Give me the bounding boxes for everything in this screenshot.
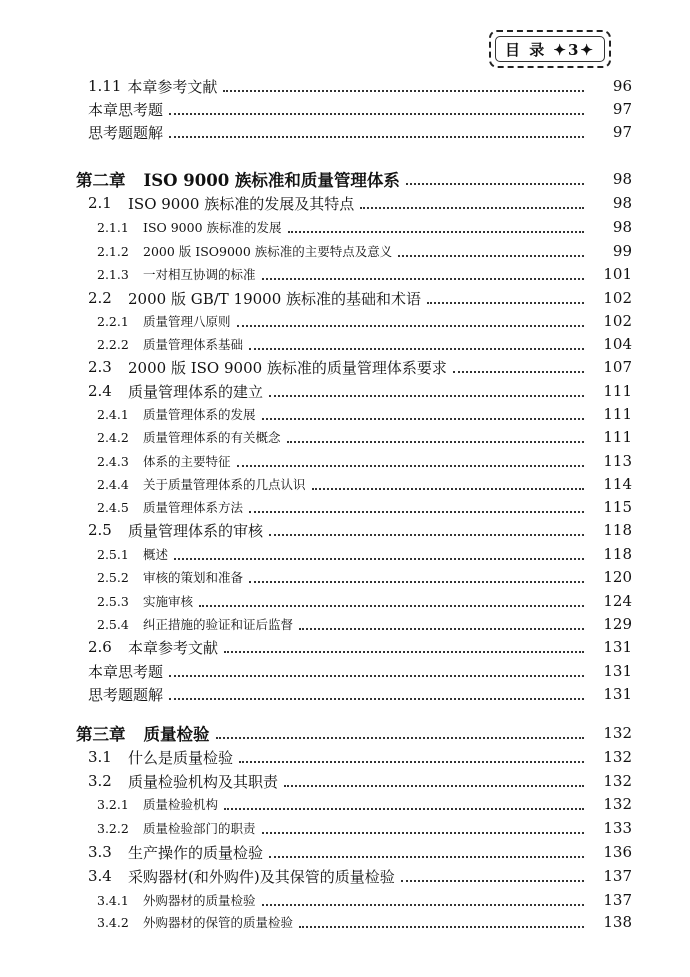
leader-dots: [237, 464, 584, 467]
toc-number: 2.2.1: [97, 313, 129, 329]
toc-number: 2.4.4: [97, 476, 129, 492]
toc-subsection-row: [0, 216, 690, 238]
toc-chapter-row: [0, 722, 690, 744]
leader-dots: [224, 807, 584, 810]
toc-row: [0, 770, 690, 792]
leader-dots: [249, 347, 584, 350]
toc-subsection-row: [0, 310, 690, 332]
toc-row: [0, 75, 690, 97]
toc-number: 3.3: [88, 843, 112, 861]
toc-title: 体系的主要特征: [143, 454, 231, 469]
toc-title: 采购器材(和外购件)及其保管的质量检验: [128, 867, 395, 886]
leader-dots: [169, 674, 584, 677]
leader-dots: [216, 736, 585, 739]
toc-title: 质量检验: [143, 725, 210, 744]
toc-row: [0, 746, 690, 768]
toc-number: 2.5.4: [97, 616, 129, 632]
toc-title: 纠正措施的验证和证后监督: [143, 617, 294, 632]
toc-title: 什么是质量检验: [128, 748, 234, 767]
leader-dots: [174, 557, 584, 560]
toc-number: 第三章: [76, 725, 126, 744]
toc-page-number: 111: [603, 382, 632, 400]
toc-number: 2.1.3: [97, 266, 129, 282]
toc-row: [0, 98, 690, 120]
toc-row: [0, 287, 690, 309]
leader-dots: [262, 277, 584, 280]
toc-row: [0, 121, 690, 143]
badge-inner-border: [495, 36, 605, 62]
toc-number: 2.1: [88, 194, 112, 212]
toc-row: [0, 683, 690, 705]
leader-dots: [224, 650, 584, 653]
toc-title: 2000 版 GB/T 19000 族标准的基础和术语: [128, 289, 422, 308]
toc-number: 2.2: [88, 289, 112, 307]
toc-page-number: 99: [612, 242, 632, 260]
toc-page-number: 136: [603, 843, 632, 861]
toc-title: 思考题题解: [88, 123, 164, 142]
toc-page-number: 131: [603, 685, 632, 703]
toc-page-number: 114: [603, 475, 632, 493]
toc-page-number: 120: [603, 568, 632, 586]
toc-row: [0, 636, 690, 658]
toc-number: 2.5: [88, 521, 112, 539]
toc-number: 3.4.2: [97, 914, 129, 930]
toc-page-number: 102: [603, 289, 632, 307]
leader-dots: [262, 417, 584, 420]
toc-page-number: 118: [603, 545, 632, 563]
toc-title: 本章思考题: [88, 100, 164, 119]
toc-title: 质量管理体系的发展: [143, 407, 256, 422]
toc-number: 2.2.2: [97, 336, 129, 352]
toc-title: 生产操作的质量检验: [128, 843, 264, 862]
toc-number: 3.4: [88, 867, 112, 885]
toc-number: 2.5.3: [97, 593, 129, 609]
toc-page-number: 115: [603, 498, 632, 516]
toc-title: 外购器材的保管的质量检验: [143, 915, 294, 930]
toc-number: 2.3: [88, 358, 112, 376]
toc-number: 2.4: [88, 382, 112, 400]
toc-number: 1.11: [88, 77, 122, 95]
toc-title: 审核的策划和准备: [143, 570, 244, 585]
toc-title: 思考题题解: [88, 685, 164, 704]
toc-title: 概述: [143, 547, 169, 562]
toc-subsection-row: [0, 263, 690, 285]
toc-number: 3.2.1: [97, 796, 129, 812]
toc-row: [0, 519, 690, 541]
toc-page-number: 98: [612, 218, 632, 236]
toc-page-number: 137: [603, 891, 632, 909]
toc-row: [0, 865, 690, 887]
toc-title: 质量管理体系的审核: [128, 521, 264, 540]
toc-number: 3.1: [88, 748, 112, 766]
leader-dots: [262, 831, 584, 834]
leader-dots: [223, 89, 584, 92]
toc-page-number: 131: [603, 638, 632, 656]
toc-subsection-row: [0, 473, 690, 495]
toc-number: 2.6: [88, 638, 112, 656]
toc-page-number: 101: [603, 265, 632, 283]
toc-page-number: 132: [603, 724, 632, 742]
leader-dots: [269, 533, 584, 536]
toc-title: 外购器材的质量检验: [143, 893, 256, 908]
leader-dots: [427, 301, 584, 304]
toc-number: 3.2: [88, 772, 112, 790]
toc-page-number: 129: [603, 615, 632, 633]
toc-page-number: 132: [603, 795, 632, 813]
toc-number: 第二章: [76, 171, 126, 190]
leader-dots: [299, 627, 584, 630]
toc-page-number: 97: [612, 100, 632, 118]
toc-title: 实施审核: [143, 594, 194, 609]
toc-title: 质量管理体系方法: [143, 500, 244, 515]
toc-number: 3.2.2: [97, 820, 129, 836]
leader-dots: [269, 394, 584, 397]
toc-page-number: 102: [603, 312, 632, 330]
page-header-badge: [489, 30, 611, 68]
toc-subsection-row: [0, 793, 690, 815]
leader-dots: [299, 925, 584, 928]
toc-subsection-row: [0, 590, 690, 612]
toc-title: 质量检验机构及其职责: [128, 772, 279, 791]
toc-page-number: 138: [603, 913, 632, 931]
leader-dots: [199, 604, 584, 607]
toc-page-number: 124: [603, 592, 632, 610]
toc-title: ISO 9000 族标准的发展: [143, 220, 282, 235]
toc-title: 本章思考题: [88, 662, 164, 681]
toc-page-number: 98: [612, 170, 632, 188]
leader-dots: [169, 135, 584, 138]
toc-title: ISO 9000 族标准和质量管理体系: [143, 171, 400, 190]
toc-page-number: 118: [603, 521, 632, 539]
header-label: 目 录 ✦3✦: [504, 40, 596, 59]
toc-page-number: 96: [612, 77, 632, 95]
toc-subsection-row: [0, 426, 690, 448]
toc-page-number: 132: [603, 748, 632, 766]
leader-dots: [269, 855, 584, 858]
leader-dots: [249, 580, 584, 583]
toc-subsection-row: [0, 543, 690, 565]
toc-title: 本章参考文献: [128, 638, 219, 657]
toc-number: 3.4.1: [97, 892, 129, 908]
toc-row: [0, 192, 690, 214]
toc-title: 一对相互协调的标准: [143, 267, 256, 282]
toc-title: 质量检验部门的职责: [143, 821, 256, 836]
toc-title: 关于质量管理体系的几点认识: [143, 477, 306, 492]
toc-subsection-row: [0, 496, 690, 518]
leader-dots: [249, 510, 584, 513]
toc-number: 2.4.5: [97, 499, 129, 515]
toc-number: 2.5.2: [97, 569, 129, 585]
toc-subsection-row: [0, 333, 690, 355]
toc-page-number: 98: [612, 194, 632, 212]
toc-row: [0, 356, 690, 378]
toc-title: 质量检验机构: [143, 797, 219, 812]
toc-number: 2.1.1: [97, 219, 129, 235]
toc-number: 2.4.2: [97, 429, 129, 445]
toc-subsection-row: [0, 889, 690, 911]
toc-number: 2.4.1: [97, 406, 129, 422]
toc-subsection-row: [0, 240, 690, 262]
leader-dots: [288, 230, 584, 233]
toc-title: 本章参考文献: [127, 77, 218, 96]
leader-dots: [453, 370, 584, 373]
toc-title: 质量管理体系的建立: [128, 382, 264, 401]
toc-page-number: 133: [603, 819, 632, 837]
toc-page-number: 111: [603, 405, 632, 423]
toc-subsection-row: [0, 566, 690, 588]
toc-number: 2.4.3: [97, 453, 129, 469]
toc-row: [0, 380, 690, 402]
toc-subsection-row: [0, 613, 690, 635]
toc-title: 质量管理八原则: [143, 314, 231, 329]
leader-dots: [398, 254, 584, 257]
toc-page-number: 97: [612, 123, 632, 141]
toc-row: [0, 841, 690, 863]
leader-dots: [312, 487, 584, 490]
leader-dots: [284, 784, 584, 787]
leader-dots: [237, 324, 584, 327]
leader-dots: [239, 760, 584, 763]
toc-page-number: 111: [603, 428, 632, 446]
toc-number: 2.1.2: [97, 243, 129, 259]
toc-subsection-row: [0, 403, 690, 425]
toc-page-number: 104: [603, 335, 632, 353]
toc-page-number: 132: [603, 772, 632, 790]
toc-title: 质量管理体系基础: [143, 337, 244, 352]
leader-dots: [401, 879, 584, 882]
toc-title: 2000 版 ISO 9000 族标准的质量管理体系要求: [128, 358, 447, 377]
leader-dots: [360, 206, 584, 209]
toc-page-number: 137: [603, 867, 632, 885]
leader-dots: [169, 112, 584, 115]
toc-page-number: 131: [603, 662, 632, 680]
toc-subsection-row: [0, 450, 690, 472]
leader-dots: [262, 903, 584, 906]
leader-dots: [406, 182, 584, 185]
toc-page-number: 107: [603, 358, 632, 376]
toc-title: ISO 9000 族标准的发展及其特点: [128, 194, 355, 213]
leader-dots: [287, 440, 584, 443]
toc-title: 质量管理体系的有关概念: [143, 430, 281, 445]
toc-row: [0, 660, 690, 682]
toc-title: 2000 版 ISO9000 族标准的主要特点及意义: [143, 244, 393, 259]
leader-dots: [169, 697, 584, 700]
toc-subsection-row: [0, 911, 690, 933]
toc-page-number: 113: [603, 452, 632, 470]
toc-number: 2.5.1: [97, 546, 129, 562]
toc-subsection-row: [0, 817, 690, 839]
toc-chapter-row: [0, 168, 690, 190]
